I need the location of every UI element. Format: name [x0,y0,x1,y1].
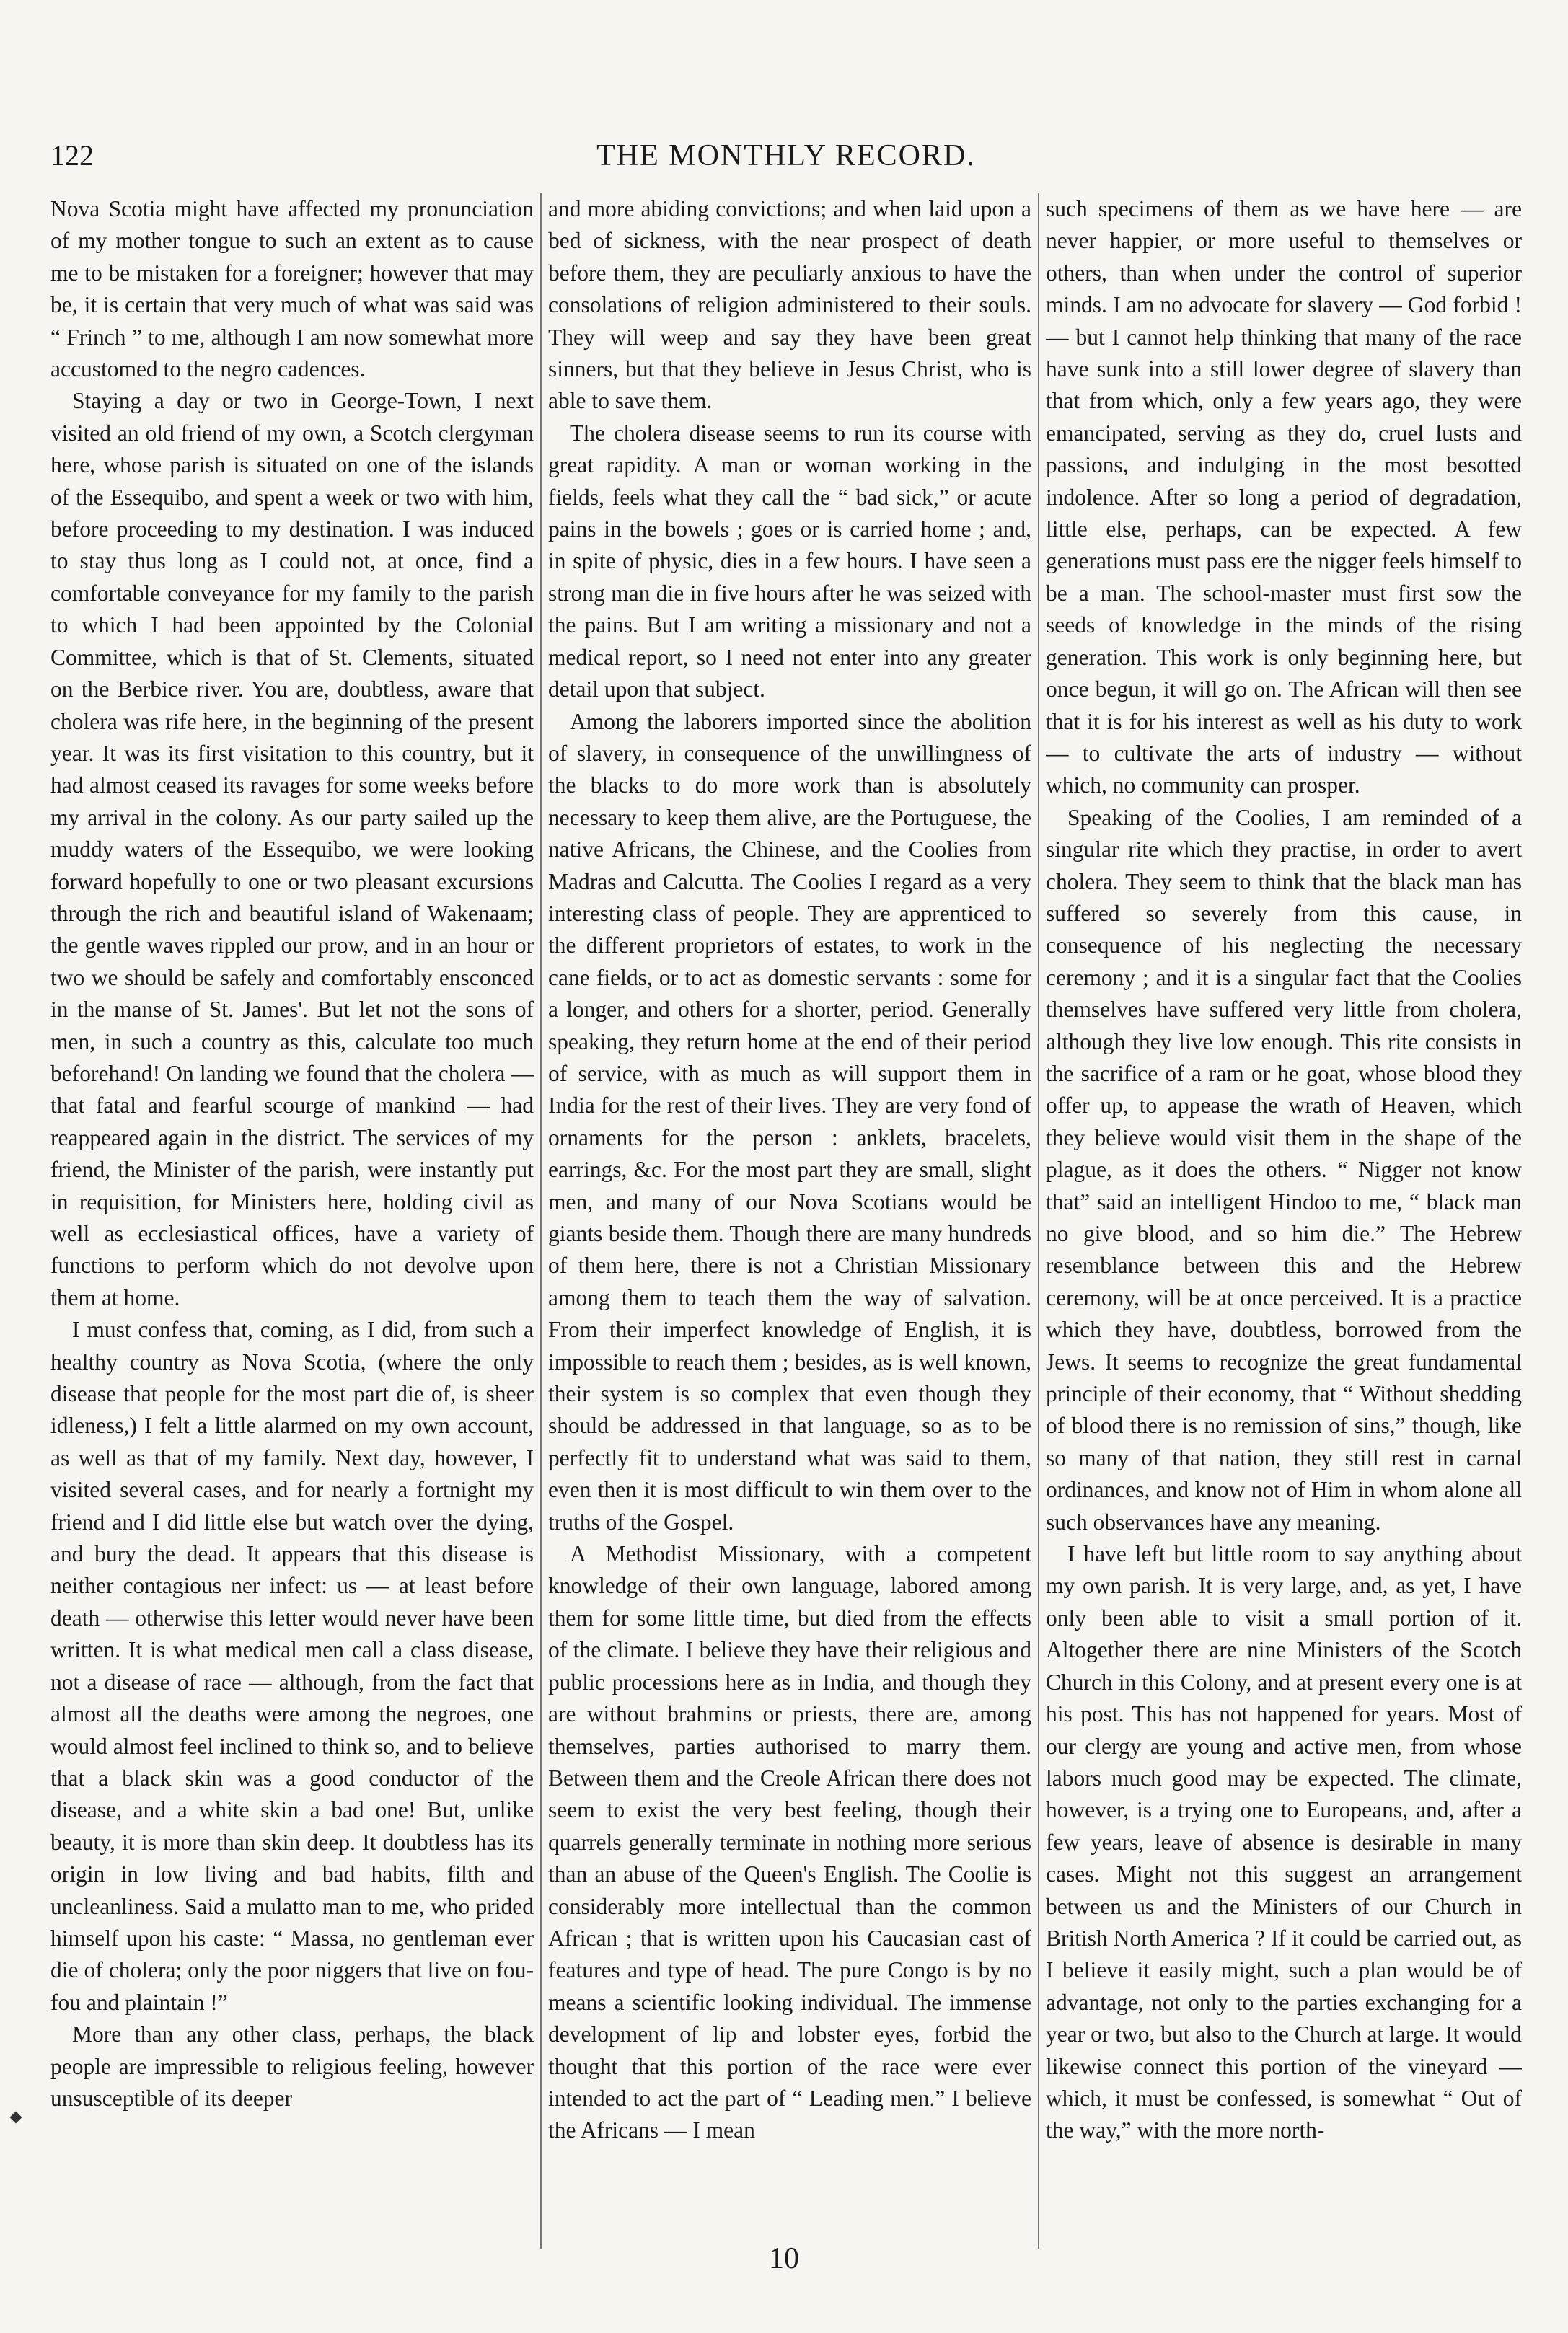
paragraph: The cholera disease seems to run its course with great rapidity. A man or woman working in the fields, feels what they call the “ bad sick,” or acute pains in the bowels ; goes or is carried home ; and, in spite of physic, dies in a few hours. I have seen a strong man die in five hours after he was seized with the pains. But I am writing a missionary and not a medical report, so I need not enter into any greater detail upon that subject. [548,420,1031,702]
column-2 [548,193,1031,2249]
margin-bullet-icon [10,2112,22,2124]
paragraph: A Methodist Missionary, with a competent knowledge of their own language, labored among them for some little time, but died from the effects of the climate. I believe they have their religious and public processions here as in India, and though they are without brahmins or priests, there are, among themselves, parties authorised to marry them. Between them and the Creole African there does not seem to exist the very best feeling, though their quarrels generally terminate in nothing more serious than an abuse of the Queen's English. The Coolie is considerably more intellectual than the common African ; that is written upon his Caucasian cast of features and type of head. The pure Congo is by no means a scientific looking individual. The immense development of lip and lobster eyes, forbid the thought that this portion of the race were ever intended to act the part of “ Leading men.” I believe the Africans — I mean [548,1541,1031,2143]
page-header [50,138,1522,182]
running-head: THE MONTHLY RECORD. [596,139,976,172]
paragraph: such specimens of them as we have here — are never happier, or more useful to themselves or others, than when under the control of superior minds. I am no advocate for slavery — God forbid ! — but I cannot help thinking that many of the race have sunk into a still lower degree of slavery than that from which, only a few years ago, they were emancipated, serving as they do, cruel lusts and passions, and indulging in the most besotted indolence. After so long a period of degradation, little else, perhaps, can be expected. A few generations must pass ere the nigger feels himself to be a man. The school-master must first sow the seeds of knowledge in the minds of the rising generation. This work is only beginning here, but once begun, it will go on. The African will then see that it is for his interest as well as his duty to work — to cultivate the arts of industry — without which, no community can prosper. [1046,196,1522,798]
paragraph: Speaking of the Coolies, I am reminded of a singular rite which they practise, in order to avert cholera. They seem to think that the black man has suffered so severely from this cause, in consequence of his neglecting the necessary ceremony ; and it is a singular fact that the Coolies themselves have suffered very little from cholera, although they live low enough. This rite consists in the sacrifice of a ram or he goat, whose blood they offer up, to appease the wrath of Heaven, which they believe would visit them in the shape of the plague, as it does the others. “ Nigger not know that” said an intelligent Hindoo to me, “ black man no give blood, and so him die.” The Hebrew resemblance between this and the Hebrew ceremony, will be at once perceived. It is a practice which they have, doubtless, borrowed from the Jews. It seems to recognize the great fundamental principle of their economy, that “ Without shedding of blood there is no remission of sins,” though, like so many of that nation, they still rest in carnal ordinances, and know not of Him in whom alone all such observances have any meaning. [1046,804,1522,1535]
column-divider [1038,193,1039,2249]
text-columns [50,193,1522,2249]
paragraph: More than any other class, perhaps, the black people are impressible to religious feeling, however unsusceptible of its deeper [50,2021,534,2111]
paragraph: and more abiding convictions; and when laid upon a bed of sickness, with the near prospect of death before them, they are peculiarly anxious to have the consolations of religion administered to their souls. They will weep and say they have been great sinners, but that they believe in Jesus Christ, who is able to save them. [548,196,1031,414]
paragraph: Among the laborers imported since the abolition of slavery, in consequence of the unwillingness of the blacks to do more work than is absolutely necessary to keep them alive, are the Portuguese, the native Africans, the Chinese, and the Coolies from Madras and Calcutta. The Coolies I regard as a very interesting class of people. They are apprenticed to the different proprietors of estates, to work in the cane fields, or to act as domestic servants : some for a longer, and others for a shorter, period. Generally speaking, they return home at the end of their period of service, with as much as will support them in India for the rest of their lives. They are very fond of ornaments for the person : anklets, bracelets, earrings, &c. For the most part they are small, slight men, and many of our Nova Scotians would be giants beside them. Though there are many hundreds of them here, there is not a Christian Missionary among them to teach them the way of salvation. From their imperfect knowledge of English, it is impossible to reach them ; besides, as is well known, their system is so complex that even though they should be addressed in that language, so as to be perfectly fit to understand what was said to them, even then it is most difficult to win them over to the truths of the Gospel. [548,708,1031,1535]
paragraph: Nova Scotia might have affected my pronunciation of my mother tongue to such an extent as to cause me to be mistaken for a foreigner; however that may be, it is certain that very much of what was said was “ Frinch ” to me, although I am now somewhat more accustomed to the negro cadences. [50,196,534,382]
page-number: 122 [50,139,94,172]
paragraph: I have left but little room to say anything about my own parish. It is very large, and, as yet, I have only been able to visit a small portion of it. Altogether there are nine Ministers of the Scotch Church in this Colony, and at present every one is at his post. This has not happened for years. Most of our clergy are young and active men, from whose labors much good may be expected. The climate, however, is a trying one to Europeans, and, after a few years, leave of absence is desirable in many cases. Might not this suggest an arrangement between us and the Ministers of our Church in British North America ? If it could be carried out, as I believe it easily might, such a plan would be of advantage, not only to the parties exchanging for a year or two, but also to the Church at large. It would likewise connect this portion of the vineyard — which, it must be confessed, is somewhat “ Out of the way,” with the more north- [1046,1541,1522,2143]
paragraph: Staying a day or two in George-Town, I next visited an old friend of my own, a Scotch clergyman here, whose parish is situated on one of the islands of the Essequibo, and spent a week or two with him, before proceeding to my destination. I was induced to stay thus long as I could not, at once, find a comfortable conveyance for my family to the parish to which I had been appointed by the Colonial Committee, which is that of St. Clements, situated on the Berbice river. You are, doubtless, aware that cholera was rife here, in the beginning of the present year. It was its first visitation to this country, but it had almost ceased its ravages for some weeks before my arrival in the colony. As our party sailed up the muddy waters of the Essequibo, we were looking forward hopefully to one or two pleasant excursions through the rich and beautiful island of Wakenaam; the gentle waves rippled our prow, and in an hour or two we should be safely and comfortably ensconced in the manse of St. James'. But let not the sons of men, in such a country as this, calculate too much beforehand! On landing we found that the cholera — that fatal and fearful scourge of mankind — had reappeared again in the district. The services of my friend, the Minister of the parish, were instantly put in requisition, for Ministers here, holding civil as well as ecclesiastical offices, have a variety of functions to perform which do not devolve upon them at home. [50,388,534,1310]
paragraph: I must confess that, coming, as I did, from such a healthy country as Nova Scotia, (where the only disease that people for the most part die of, is sheer idleness,) I felt a little alarmed on my own account, as well as that of my family. Next day, however, I visited several cases, and for nearly a fortnight my friend and I did little else but watch over the dying, and bury the dead. It appears that this disease is neither contagious ner infect: us — at least before death — otherwise this letter would never have been written. It is what medical men call a class disease, not a disease of race — although, from the fact that almost all the deaths were among the negroes, one would almost feel inclined to think so, and to believe that a black skin was a good conductor of the disease, and a white skin a bad one! But, unlike beauty, it is more than skin deep. It doubtless has its origin in low living and bad habits, filth and uncleanliness. Said a mulatto man to me, who prided himself upon his caste: “ Massa, no gentleman ever die of cholera; only the poor niggers that live on fou-fou and plaintain !” [50,1317,534,2015]
column-3 [1046,193,1522,2249]
column-divider [540,193,542,2249]
column-1 [50,193,534,2249]
signature-mark: 10 [769,2242,799,2275]
